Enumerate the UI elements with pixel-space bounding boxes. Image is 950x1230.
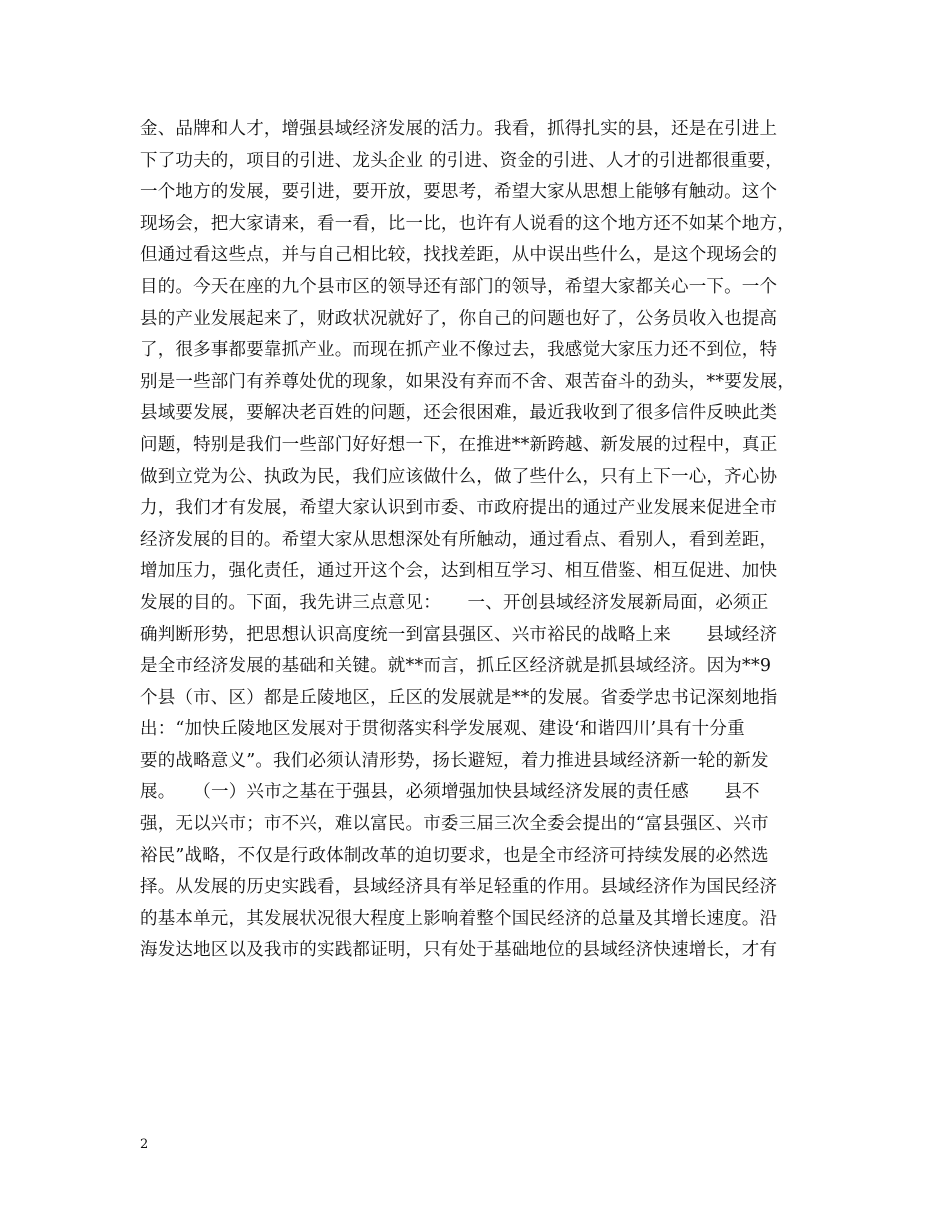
text-line: 发展的目的。下面，我先讲三点意见： 一、开创县域经济发展新局面，必须正 xyxy=(140,592,769,613)
text-line: 要的战略意义”。我们必须认清形势，扬长避短，着力推进县域经济新一轮的新发 xyxy=(140,750,769,771)
text-line: 下了功夫的，项目的引进、龙头企业 的引进、资金的引进、人才的引进都很重要， xyxy=(140,150,783,171)
text-line: 一个地方的发展，要引进，要开放，要思考，希望大家从思想上能够有触动。这个 xyxy=(140,182,778,203)
text-line: 个县（市、区）都是丘陵地区，丘区的发展就是**的发展。省委学忠书记深刻地指 xyxy=(140,687,778,708)
text-line: 力，我们才有发展，希望大家认识到市委、市政府提出的通过产业发展来促进全市 xyxy=(140,498,778,519)
text-line: 裕民”战略，不仅是行政体制改革的迫切要求，也是全市经济可持续发展的必然选 xyxy=(140,845,769,866)
page-number: 2 xyxy=(140,1137,149,1152)
text-line: 强，无以兴市；市不兴，难以富民。市委三届三次全委会提出的“富县强区、兴市 xyxy=(140,814,769,835)
text-line: 了，很多事都要靠抓产业。而现在抓产业不像过去，我感觉大家压力还不到位，特 xyxy=(140,340,778,361)
text-line: 目的。今天在座的九个县市区的领导还有部门的领导，希望大家都关心一下。一个 xyxy=(140,276,778,297)
text-line: 金、品牌和人才，增强县域经济发展的活力。我看，抓得扎实的县，还是在引进上 xyxy=(140,119,778,139)
text-line: 增加压力，强化责任，通过开这个会，达到相互学习、相互借鉴、相互促进、加快 xyxy=(140,561,778,582)
text-line: 是全市经济发展的基础和关键。就**而言，抓丘区经济就是抓县域经济。因为**9 xyxy=(140,656,772,677)
text-line: 展。 （一）兴市之基在于强县，必须增强加快县域经济发展的责任感 县不 xyxy=(140,782,760,803)
text-line: 县的产业发展起来了，财政状况就好了，你自己的问题也好了，公务员收入也提高 xyxy=(140,308,778,329)
text-line: 县域要发展，要解决老百姓的问题，还会很困难，最近我收到了很多信件反映此类 xyxy=(140,403,778,424)
text-line: 择。从发展的历史实践看，县域经济具有举足轻重的作用。县域经济作为国民经济 xyxy=(140,877,778,898)
text-line: 现场会，把大家请来，看一看，比一比，也许有人说看的这个地方还不如某个地方， xyxy=(140,213,795,234)
text-line: 做到立党为公、执政为民，我们应该做什么，做了些什么，只有上下一心，齐心协 xyxy=(140,466,778,487)
text-line: 经济发展的目的。希望大家从思想深处有所触动，通过看点、看别人，看到差距， xyxy=(140,529,778,550)
text-line: 出：“加快丘陵地区发展对于贯彻落实科学发展观、建设‘和谐四川’具有十分重 xyxy=(140,719,745,740)
body-text xyxy=(140,114,830,967)
text-line: 确判断形势，把思想认识高度统一到富县强区、兴市裕民的战略上来 县域经济 xyxy=(140,624,778,645)
text-line: 但通过看这些点，并与自己相比较，找找差距，从中误出些什么，是这个现场会的 xyxy=(140,245,778,266)
text-line: 海发达地区以及我市的实践都证明，只有处于基础地位的县域经济快速增长，才有 xyxy=(140,940,778,961)
text-line: 问题，特别是我们一些部门好好想一下，在推进**新跨越、新发展的过程中，真正 xyxy=(140,434,778,455)
text-line: 的基本单元，其发展状况很大程度上影响着整个国民经济的总量及其增长速度。沿 xyxy=(140,908,778,929)
text-line: 别是一些部门有养尊处优的现象，如果没有弃而不舍、艰苦奋斗的劲头，**要发展， xyxy=(140,371,796,392)
